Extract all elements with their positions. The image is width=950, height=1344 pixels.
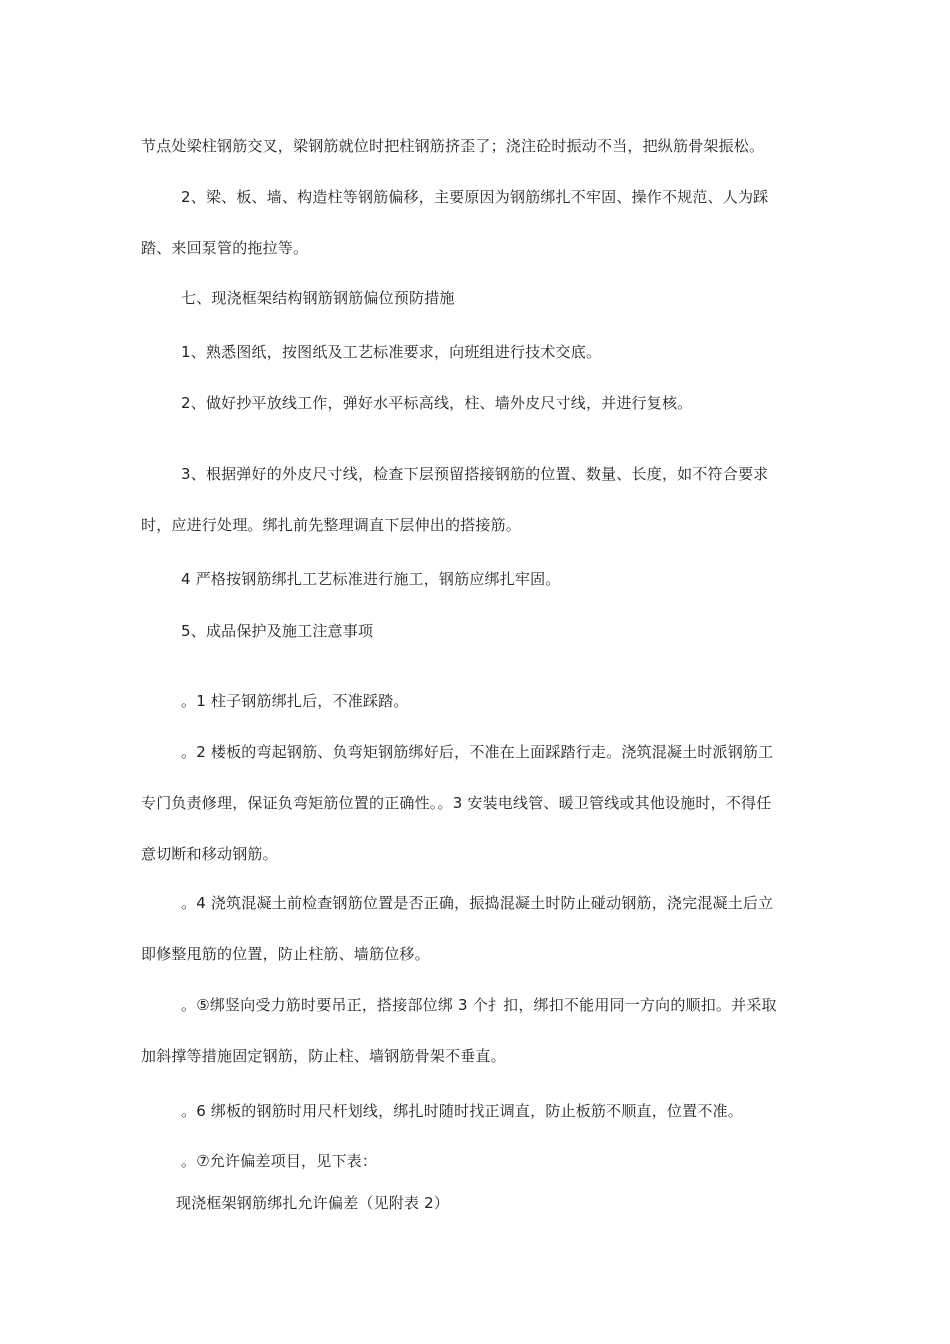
section-heading: 七、现浇框架结构钢筋钢筋偏位预防措施 [181, 289, 455, 307]
paragraph-line: 专门负责修理，保证负弯矩筋位置的正确性。。3 安装电线管、暖卫管线或其他设施时，不得任 [141, 794, 772, 812]
paragraph-line: 即修整甩筋的位置，防止柱筋、墙筋位移。 [141, 945, 430, 963]
paragraph-line: 加斜撑等措施固定钢筋，防止柱、墙钢筋骨架不垂直。 [141, 1047, 506, 1065]
paragraph-line: 。6 绑板的钢筋时用尺杆划线，绑扎时随时找正调直，防止板筋不顺直，位置不准。 [181, 1102, 743, 1120]
table-caption: 现浇框架钢筋绑扎允许偏差（见附表 2） [176, 1194, 450, 1212]
paragraph-line: 4 严格按钢筋绑扎工艺标准进行施工，钢筋应绑扎牢固。 [181, 570, 561, 588]
paragraph-line: 时，应进行处理。绑扎前先整理调直下层伸出的搭接筋。 [141, 516, 522, 534]
paragraph-line: 。4 浇筑混凝土前检查钢筋位置是否正确，振捣混凝土时防止碰动钢筋，浇完混凝土后立 [181, 894, 774, 912]
paragraph-line: 节点处梁柱钢筋交叉，梁钢筋就位时把柱钢筋挤歪了；浇注砼时振动不当，把纵筋骨架振松。 [141, 137, 765, 155]
paragraph-line: 。⑤绑竖向受力筋时要吊正，搭接部位绑 3 个扌扣，绑扣不能用同一方向的顺扣。并采取 [181, 996, 777, 1014]
paragraph-line: 踏、来回泵管的拖拉等。 [141, 239, 309, 257]
paragraph-line: 2、做好抄平放线工作，弹好水平标高线，柱、墙外皮尺寸线，并进行复核。 [181, 394, 693, 412]
paragraph-line: 1、熟悉图纸，按图纸及工艺标准要求，向班组进行技术交底。 [181, 343, 602, 361]
paragraph-line: 意切断和移动钢筋。 [141, 845, 278, 863]
paragraph-line: 。2 楼板的弯起钢筋、负弯矩钢筋绑好后，不准在上面踩踏行走。浇筑混凝土时派钢筋工 [181, 743, 774, 761]
subsection-heading: 5、成品保护及施工注意事项 [181, 622, 374, 640]
paragraph-line: 3、根据弹好的外皮尺寸线，检查下层预留搭接钢筋的位置、数量、长度，如不符合要求 [181, 465, 769, 483]
paragraph-line: 2、梁、板、墙、构造柱等钢筋偏移，主要原因为钢筋绑扎不牢固、操作不规范、人为踩 [181, 188, 769, 206]
paragraph-line: 。1 柱子钢筋绑扎后，不准踩踏。 [181, 692, 409, 710]
paragraph-line: 。⑦允许偏差项目，见下表： [181, 1152, 378, 1170]
